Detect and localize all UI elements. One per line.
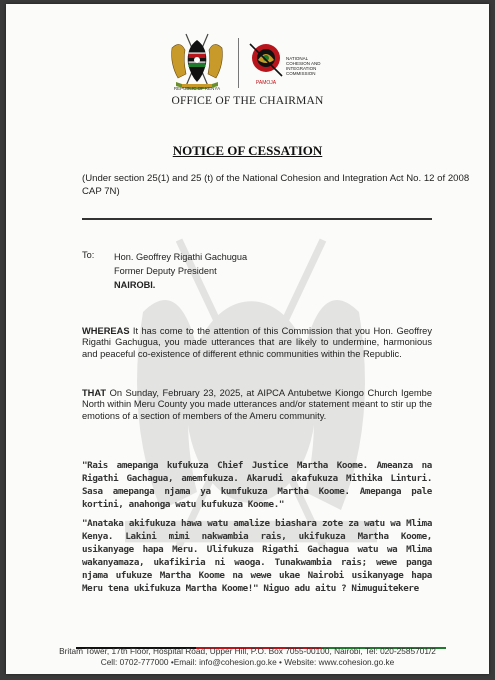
footer-color-band [76,636,446,638]
footer-contact-line: Cell: 0702-777000 •Email: info@cohesion.go.ke • Website: www.cohesion.go.ke [100,657,395,667]
whereas-text: It has come to the attention of this Commission that you Hon. Geoffrey Rigathi Gachugua, you made utterances that are likely to undermine, harmonious and peaceful co-existence of different ethnic communities within the Republic. [82,326,432,359]
ncic-name [286,56,341,76]
coat-caption: REPUBLIC OF KENYA [173,86,221,91]
that-paragraph [82,388,432,422]
that-lead: THAT [82,388,107,398]
whereas-paragraph [82,326,432,360]
section-divider [82,218,432,220]
quote-paragraph-2: "Anataka akifukuza hawa watu amalize biashara zote za watu wa Mlima Kenya. Lakini mimi nakwambia rais, ukifukuza Martha Koome, usikanyage hapa Meru. Ulifukuza Rigathi Gachagua watu wa Mlima wakanyamaza, ukafikiria ni waoga. Tunakwambia rais; wewe panga njama ufukuze Martha Koome na wewe ukae Nairobi usikanyage hapa Meru tena ukifukuza Martha Koome!" Niguo adu aitu ? Nimuguitekere [82,518,432,594]
notice-subtitle: (Under section 25(1) and 25 (t) of the National Cohesion and Integration Act No. 12 of 2008 CAP 7N) [82,173,470,197]
header-divider [238,38,239,88]
notice-title: NOTICE OF CESSATION [172,143,323,158]
document-page [6,4,489,674]
ncic-name-line: COHESION AND [286,61,321,66]
ncic-motto: PAMOJA [255,80,277,86]
ncic-name-line: INTEGRATION [286,66,317,71]
that-text: On Sunday, February 23, 2025, at AIPCA Antubetwe Kiongo Church Igembe North within Meru County you made utterances and/or statement meant to stir up the emotions of a section of members of the Ameru community. [82,388,432,421]
quote-paragraph-1: "Rais amepanga kufukuza Chief Justice Martha Koome. Ameanza na Rigathi Gachagua, amemfukuza. Akarudi akafukuza Mithika Linturi. Sasa amepanga njama ya kumfukuza Martha Koome. Amepanga pale kortini, anahonga watu kufukuza Koome." [82,460,432,510]
kenya-coat-of-arms-icon [166,30,228,92]
footer-contacts [6,646,489,668]
addressee-role: Former Deputy President [114,266,217,276]
addressee-city: NAIROBI. [114,280,156,290]
addressee-name: Hon. Geoffrey Rigathi Gachugua [114,252,248,262]
to-label: To: [82,250,95,260]
footer-address: Britam Tower, 17th Floor, Hospital Road, Upper Hill, P.O. Box 7055-00100, Nairobi, Tel: 020-2585701/2 [59,646,436,656]
letterhead [6,4,489,114]
ncic-name-line: COMMISSION [286,71,316,76]
office-title: OFFICE OF THE CHAIRMAN [171,95,324,107]
ncic-name-line: NATIONAL [286,56,309,61]
addressee-block [114,250,247,292]
whereas-lead: WHEREAS [82,326,130,336]
ncic-logo-icon [248,38,284,88]
